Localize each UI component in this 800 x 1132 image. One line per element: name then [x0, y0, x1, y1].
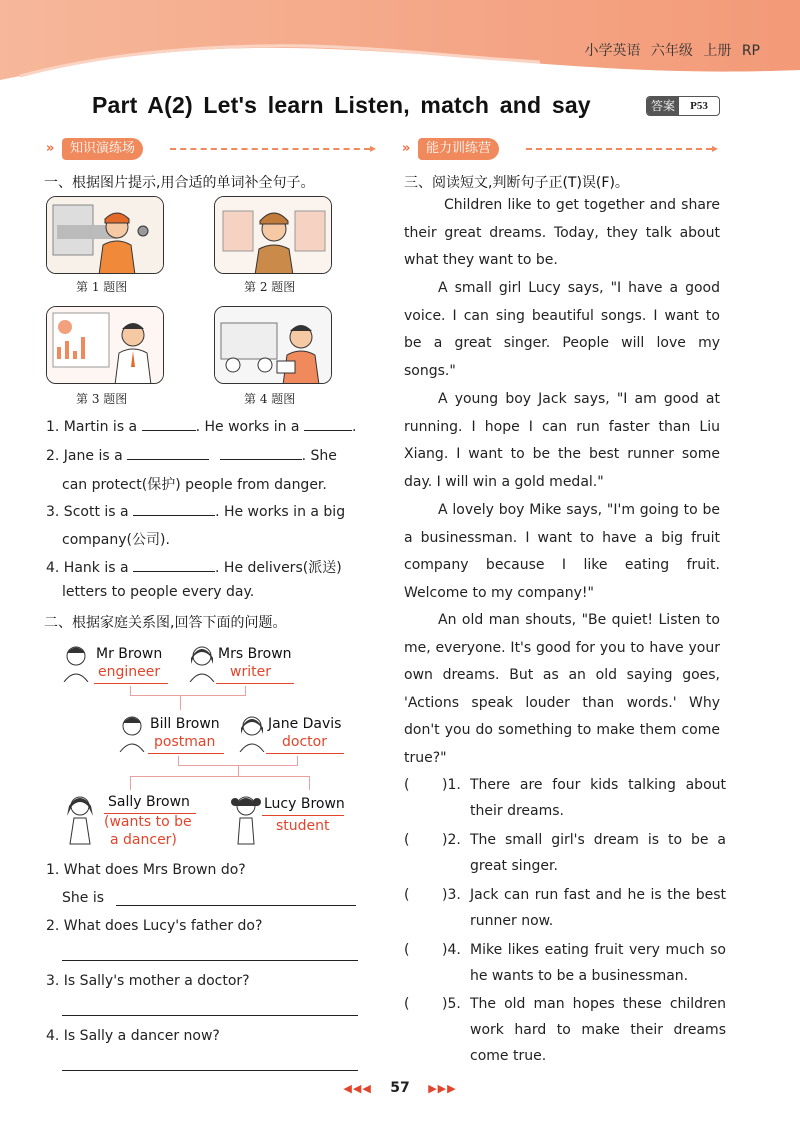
tree-connector: [178, 756, 298, 766]
banner-arrow-icon: ▸: [712, 141, 719, 155]
s2-question-2: 2. What does Lucy's father do?: [46, 918, 263, 934]
q1-text-c: .: [351, 419, 357, 435]
double-arrow-icon: »: [402, 141, 411, 156]
page-number: 57: [390, 1080, 410, 1096]
section2-heading: 二、根据家庭关系图,回答下面的问题。: [44, 615, 287, 631]
underline: [94, 683, 168, 684]
answer-paren[interactable]: (: [404, 777, 410, 793]
statement-text: There are four kids talking about their dreams.: [470, 777, 726, 819]
answer-line-1[interactable]: [116, 905, 356, 906]
page-title: Part A(2) Let's learn Listen, match and say: [92, 92, 591, 118]
underline: [266, 753, 344, 754]
prev-arrows-icon: ◀◀◀: [343, 1082, 372, 1095]
paragraph-5: An old man shouts, "Be quiet! Listen to me, everyone. It's good for you to have your own dreams. But as an old saying goes, 'Actions speak louder than words.' Why don't you do something to make them come true?": [404, 612, 720, 766]
avatar-sally-brown: [64, 792, 104, 848]
tree-connector: [238, 766, 239, 776]
banner-dash: [526, 148, 712, 150]
picture-postman: [214, 306, 332, 384]
banner-arrow-icon: ▸: [370, 141, 377, 155]
answer-line-2[interactable]: [62, 960, 358, 961]
q1-blank-1[interactable]: [142, 417, 196, 431]
statement-text: The old man hopes these children work hard to make their dreams come true.: [470, 996, 726, 1064]
paragraph-2: A small girl Lucy says, "I have a good voice. I can sing beautiful songs. I want to be a great singer. People will love my songs.": [404, 280, 720, 379]
job-sally-brown: (wants to be: [104, 814, 192, 830]
caption-4: 第 4 题图: [244, 392, 296, 406]
answer-label: 答案: [647, 97, 679, 115]
job-jane-davis: doctor: [282, 734, 327, 750]
statement-number: )1.: [442, 777, 461, 793]
underline: [148, 753, 224, 754]
s2-answer-1-prefix: She is: [62, 890, 105, 906]
tree-connector: [130, 776, 310, 790]
answer-paren[interactable]: (: [404, 942, 410, 958]
paragraph-4: A lovely boy Mike says, "I'm going to be a businessman. I want to have a big fruit company because I like eating fruit. Welcome to my company!": [404, 502, 720, 601]
question-4: [46, 557, 342, 577]
statement-5[interactable]: [404, 991, 726, 1071]
job-mr-brown: engineer: [98, 664, 161, 680]
statement-4[interactable]: [404, 937, 726, 991]
tree-connector: [180, 696, 181, 710]
q2-continuation: can protect(保护) people from danger.: [62, 477, 327, 493]
page-footer: [0, 1080, 800, 1096]
q3-text-a: 3. Scott is a: [46, 504, 129, 520]
q4-continuation: letters to people every day.: [62, 584, 255, 600]
statement-2[interactable]: [404, 827, 726, 881]
q2-blank-2[interactable]: [220, 446, 302, 460]
answer-line-4[interactable]: [62, 1070, 358, 1071]
underline: [216, 683, 294, 684]
answer-line-3[interactable]: [62, 1015, 358, 1016]
statement-text: Mike likes eating fruit very much so he wants to be a businessman.: [470, 942, 726, 984]
q4-text-b: . He delivers(派送): [215, 560, 342, 576]
job-mrs-brown: writer: [230, 664, 271, 680]
picture-police: [214, 196, 332, 274]
statement-number: )5.: [442, 996, 461, 1012]
statement-text: The small girl's dream is to be a great singer.: [470, 832, 726, 874]
name-sally-brown: Sally Brown: [108, 794, 190, 810]
tree-connector: [130, 686, 246, 696]
question-1: [46, 417, 356, 435]
name-jane-davis: Jane Davis: [268, 716, 342, 732]
page-header: [0, 0, 800, 80]
statement-1[interactable]: [404, 772, 726, 826]
question-3: [46, 502, 345, 520]
caption-1: 第 1 题图: [76, 280, 128, 294]
q3-text-b: . He works in a big: [215, 504, 346, 520]
paragraph-1: Children like to get together and share their great dreams. Today, they talk about what they want to be.: [404, 197, 720, 269]
caption-2: 第 2 题图: [244, 280, 296, 294]
q3-continuation: company(公司).: [62, 532, 170, 548]
q1-text-b: . He works in a: [195, 419, 300, 435]
section1-heading: 一、根据图片提示,用合适的单词补全句子。: [44, 175, 315, 191]
q1-blank-2[interactable]: [304, 417, 352, 431]
answer-badge[interactable]: [646, 96, 720, 116]
underline: [104, 813, 196, 814]
double-arrow-icon: »: [46, 141, 55, 156]
name-mrs-brown: Mrs Brown: [218, 646, 292, 662]
right-banner: [396, 138, 726, 162]
left-banner-label: 知识演练场: [62, 138, 143, 160]
q4-text-a: 4. Hank is a: [46, 560, 129, 576]
banner-dash: [170, 148, 370, 150]
statement-3[interactable]: [404, 882, 726, 936]
right-banner-label: 能力训练营: [418, 138, 499, 160]
caption-3: 第 3 题图: [76, 392, 128, 406]
answer-page: P53: [690, 100, 708, 112]
statement-number: )2.: [442, 832, 461, 848]
job-bill-brown: postman: [154, 734, 216, 750]
s2-question-1: 1. What does Mrs Brown do?: [46, 862, 246, 878]
avatar-mr-brown: [60, 642, 100, 682]
s2-question-4: 4. Is Sally a dancer now?: [46, 1028, 220, 1044]
section3-heading: 三、阅读短文,判断句子正(T)误(F)。: [404, 175, 629, 191]
q1-text-a: 1. Martin is a: [46, 419, 138, 435]
statement-number: )3.: [442, 887, 461, 903]
paragraph-3: A young boy Jack says, "I am good at running. I hope I can run faster than Liu Xiang. I want to be the best runner some day. I will win a gold medal.": [404, 391, 720, 490]
statement-text: Jack can run fast and he is the best runner now.: [470, 887, 726, 929]
next-arrows-icon: ▶▶▶: [428, 1082, 457, 1095]
picture-mechanic: [46, 196, 164, 274]
picture-businessman: [46, 306, 164, 384]
name-lucy-brown: Lucy Brown: [264, 796, 345, 812]
header-text: 小学英语 六年级 上册 RP: [584, 43, 760, 59]
q2-blank-1[interactable]: [127, 446, 209, 460]
answer-paren[interactable]: (: [404, 887, 410, 903]
s2-question-3: 3. Is Sally's mother a doctor?: [46, 973, 250, 989]
question-2: [46, 446, 337, 464]
job-sally-brown-2: a dancer): [110, 832, 177, 848]
q2-text-b: . She: [301, 448, 337, 464]
answer-paren[interactable]: (: [404, 996, 410, 1012]
name-mr-brown: Mr Brown: [96, 646, 163, 662]
q4-blank[interactable]: [133, 558, 215, 572]
answer-paren[interactable]: (: [404, 832, 410, 848]
q3-blank[interactable]: [133, 502, 215, 516]
q2-text-a: 2. Jane is a: [46, 448, 123, 464]
left-banner: [40, 138, 380, 162]
statement-number: )4.: [442, 942, 461, 958]
job-lucy-brown: student: [276, 818, 330, 834]
name-bill-brown: Bill Brown: [150, 716, 220, 732]
underline: [262, 815, 344, 816]
